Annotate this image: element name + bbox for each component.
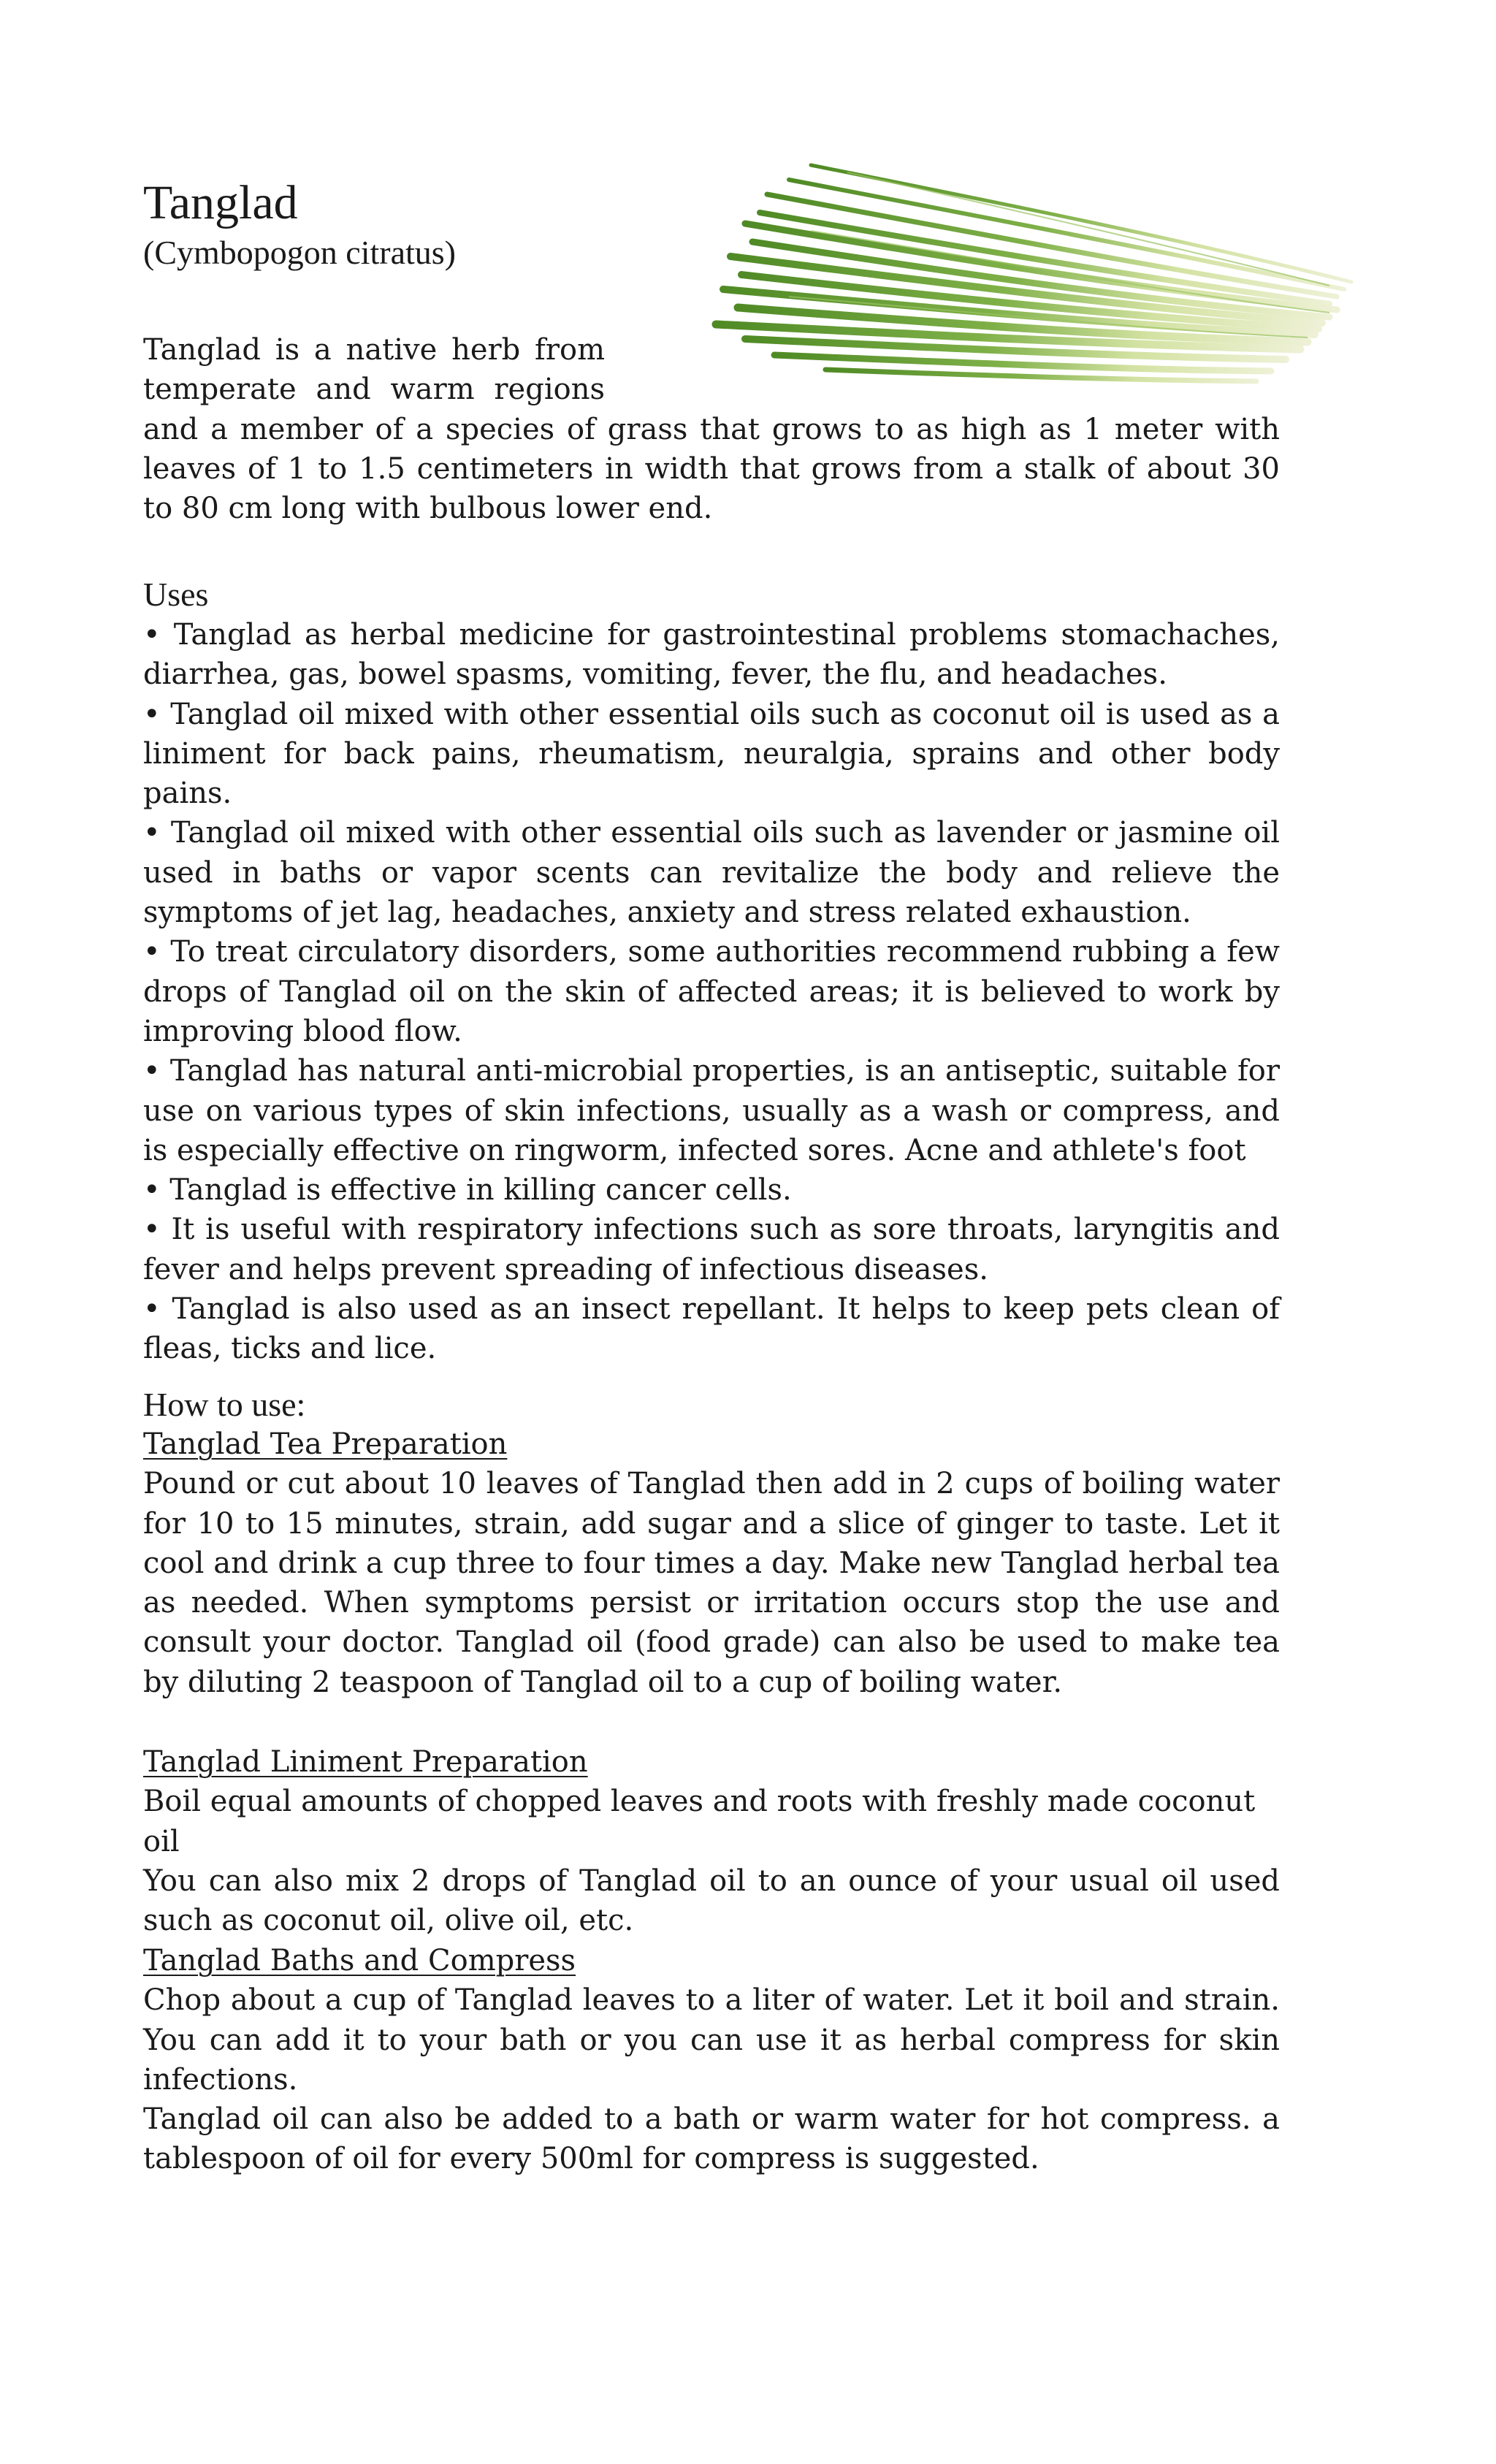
baths-compress-title: Tanglad Baths and Compress	[143, 1944, 576, 1977]
page-title: Tanglad	[143, 176, 298, 229]
liniment-preparation-section	[143, 1742, 1280, 1940]
liniment-text-line: Boil equal amounts of chopped leaves and roots with freshly made coconut oil	[143, 1785, 1256, 1858]
lemongrass-stalks-image	[701, 150, 1359, 399]
uses-list-item: • Tanglad has natural anti-microbial properties, is an antiseptic, suitable for use on various types of skin infections, usually as a wash or compress, and is especially effective on ringworm, infected sores. Acne and athlete's foot	[143, 1054, 1280, 1167]
baths-compress-section	[143, 1941, 1280, 2179]
uses-heading: Uses	[143, 576, 209, 613]
baths-compress-text: Chop about a cup of Tanglad leaves to a liter of water. Let it boil and strain. You can add it to your bath or you can use it as herbal compress for skin infections.	[143, 1983, 1280, 2097]
uses-list-item: • Tanglad is also used as an insect repellant. It helps to keep pets clean of fleas, ticks and lice.	[143, 1292, 1280, 1366]
uses-list-item: • It is useful with respiratory infections such as sore throats, laryngitis and fever and helps prevent spreading of infectious diseases.	[143, 1213, 1280, 1286]
uses-list-item: • Tanglad as herbal medicine for gastrointestinal problems stomachaches, diarrhea, gas, bowel spasms, vomiting, fever, the flu, and headaches.	[143, 618, 1280, 692]
tea-preparation-title: Tanglad Tea Preparation	[143, 1427, 508, 1461]
uses-list-item: • To treat circulatory disorders, some authorities recommend rubbing a few drops of Tanglad oil on the skin of affected areas; it is believed to work by improving blood flow.	[143, 935, 1280, 1048]
scientific-name: (Cymbopogon citratus)	[143, 234, 456, 271]
tea-preparation-text: Pound or cut about 10 leaves of Tanglad then add in 2 cups of boiling water for 10 to 15 minutes, strain, add sugar and a slice of ginger to taste. Let it cool and drink a cup three to four times a day. Make new Tanglad herbal tea as needed. When symptoms persist or irritation occurs stop the use and consult your doctor. Tanglad oil (food grade) can also be used to make tea by diluting 2 teaspoon of Tanglad oil to a cup of boiling water.	[143, 1467, 1280, 1699]
tea-preparation-section	[143, 1424, 1280, 1702]
liniment-preparation-title: Tanglad Liniment Preparation	[143, 1745, 588, 1779]
liniment-text-line: You can also mix 2 drops of Tanglad oil to an ounce of your usual oil used such as coconut oil, olive oil, etc.	[143, 1864, 1280, 1938]
baths-compress-text: Tanglad oil can also be added to a bath or warm water for hot compress. a tablespoon of oil for every 500ml for compress is suggested.	[143, 2102, 1280, 2176]
uses-list	[143, 615, 1280, 1369]
how-to-use-heading: How to use:	[143, 1386, 306, 1423]
uses-list-item: • Tanglad oil mixed with other essential oils such as coconut oil is used as a liniment for back pains, rheumatism, neuralgia, sprains and other body pains.	[143, 697, 1280, 811]
uses-list-item: • Tanglad oil mixed with other essential oils such as lavender or jasmine oil used in baths or vapor scents can revitalize the body and relieve the symptoms of jet lag, headaches, anxiety and stress related exhaustion.	[143, 816, 1280, 930]
uses-list-item: • Tanglad is effective in killing cancer cells.	[143, 1173, 792, 1208]
intro-paragraph: Tanglad is a native herb from temperate and warm regions and a member of a species of grass that grows to as high as 1 meter with leaves of 1 to 1.5 centimeters in width that grows from a stalk of about 30 to 80 cm long with bulbous lower end.	[143, 333, 1280, 526]
